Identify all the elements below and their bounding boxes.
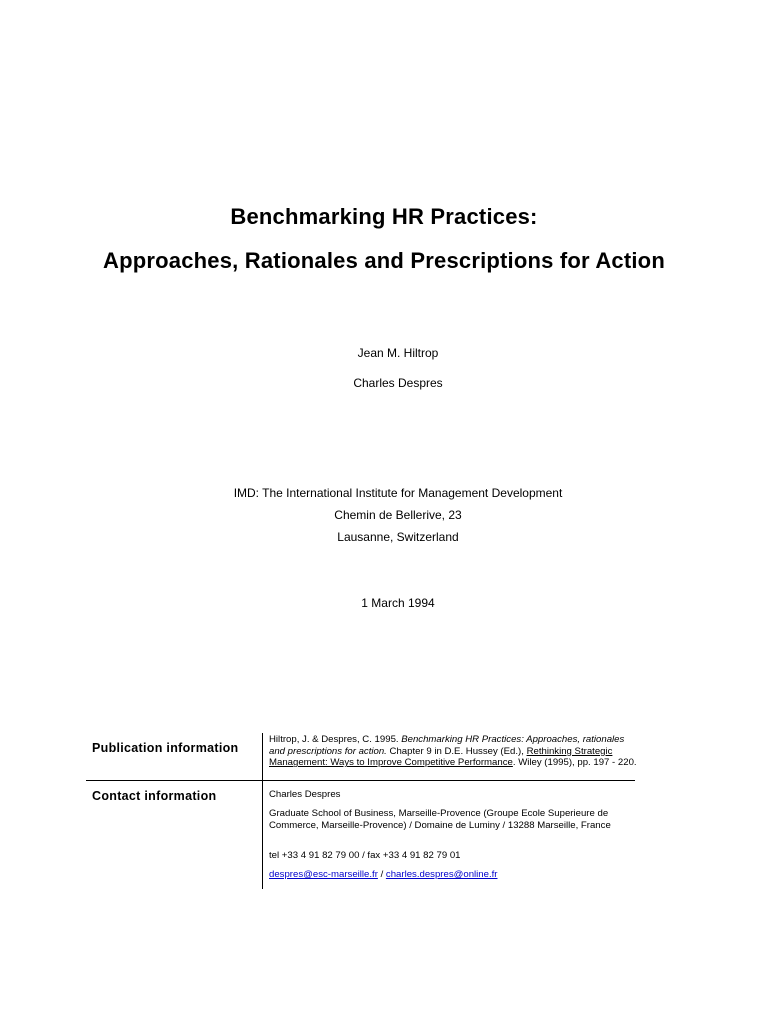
institution-city: Lausanne, Switzerland	[337, 530, 459, 544]
author-1: Jean M. Hiltrop	[357, 346, 439, 360]
table-horizontal-divider	[86, 780, 635, 781]
contact-school: Graduate School of Business, Marseille-Provence (Groupe Ecole Superieure de Commerce, Marseille-Provence) / Domaine de Luminy / 13288 Marseille, France	[269, 808, 611, 831]
contact-emails	[269, 869, 639, 881]
institution: IMD: The International Institute for Management Development	[233, 486, 563, 500]
citation-chapter: Chapter 9 in D.E. Hussey (Ed.),	[386, 745, 527, 757]
publication-information-label: Publication information	[92, 741, 239, 755]
contact-tel-fax: tel +33 4 91 82 79 00 / fax +33 4 91 82 79 01	[269, 850, 461, 861]
citation-title: Benchmarking HR Practices: Approaches, rationales and prescriptions for action.	[269, 734, 625, 757]
email-separator: /	[377, 869, 386, 880]
title-line-1: Benchmarking HR Practices:	[230, 204, 538, 229]
contact-information-label: Contact information	[92, 789, 217, 803]
email-link-esc[interactable]: despres@esc-marseille.fr	[269, 869, 378, 880]
table-vertical-divider	[262, 733, 263, 889]
document-date: 1 March 1994	[361, 596, 435, 610]
citation-book: Rethinking Strategic Management: Ways to Improve Competitive Performance	[269, 745, 613, 769]
title-line-2: Approaches, Rationales and Prescriptions for Action	[103, 248, 665, 273]
publication-citation	[269, 734, 639, 769]
citation-authors: Hiltrop, J. & Despres, C. 1995.	[269, 734, 402, 745]
email-link-online[interactable]: charles.despres@online.fr	[385, 869, 498, 880]
institution-street: Chemin de Bellerive, 23	[334, 508, 462, 522]
citation-end: . Wiley (1995), pp. 197 - 220.	[512, 757, 637, 769]
author-2: Charles Despres	[353, 376, 443, 390]
contact-name: Charles Despres	[269, 789, 341, 800]
